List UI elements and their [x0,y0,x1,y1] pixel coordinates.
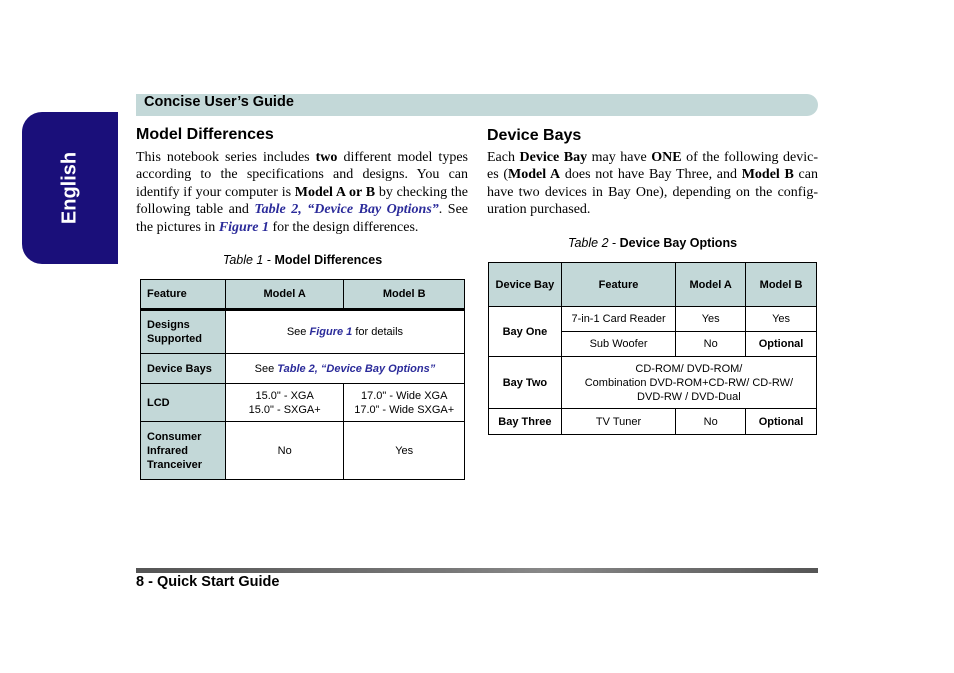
table1-header-model-b: Model B [344,280,465,310]
table2-link[interactable]: Table 2, “Device Bay Options” [254,202,439,218]
table2-header-model-a: Model A [676,263,746,307]
table1-caption: Table 1 - Model Differences [222,253,383,267]
device-bays-paragraph: Each Device Bay may have ONE of the following devic-es (Model A does not have Bay Three, and Model B can have two devices in Bay One), depending on the config-uration purchased. [487,150,819,218]
table2-header-model-b: Model B [746,263,817,307]
table2-tv-tuner-model-b: Optional [746,409,817,435]
table2-sub-woofer: Sub Woofer [561,332,676,357]
language-label: English [58,151,81,225]
figure1-table-link[interactable]: Figure 1 [309,326,353,338]
table1-lcd-model-b: 17.0" - Wide XGA 17.0” - Wide SXGA+ [344,384,465,422]
table1-header-feature: Feature [141,280,226,310]
model-differences-heading: Model Differences [136,126,274,143]
table-row [489,307,817,332]
table2-tv-tuner-model-a: No [676,409,746,435]
table-row [489,409,817,435]
table1-designs-value: See Figure 1 for details [225,310,464,354]
table2-card-reader-model-b: Yes [746,307,817,332]
table1-feature-lcd: LCD [141,384,226,422]
table1-lcd-model-a: 15.0" - XGA 15.0" - SXGA+ [225,384,344,422]
table2-bay-two-options: CD-ROM/ DVD-ROM/ Combination DVD-ROM+CD-RW/ CD-RW/ DVD-RW / DVD-Dual [561,357,816,409]
table1-infrared-model-b: Yes [344,422,465,480]
table1-header-model-a: Model A [225,280,344,310]
model-differences-paragraph: This notebook series includes two different model types according to the specifications and designs. You can identify if your computer is Model A or B by checking the following table and Table 2, “Device Bay Options”. See the pictures in Figure 1 for the design differences. [136,150,468,235]
table2-card-reader-model-a: Yes [676,307,746,332]
footer-page-label: 8 - Quick Start Guide [136,574,280,590]
language-tab [22,112,118,264]
device-bay-options-table [488,262,817,435]
table2-header-device-bay: Device Bay [489,263,562,307]
table-row [489,357,817,409]
table2-bay-one: Bay One [489,307,562,357]
table1-feature-designs: Designs Supported [141,310,226,354]
table1-feature-infrared: Consumer Infrared Tranceiver [141,422,226,480]
table2-sub-woofer-model-a: No [676,332,746,357]
header-title: Concise User’s Guide [144,94,294,110]
table-row [141,384,465,422]
table-row [141,422,465,480]
table2-card-reader: 7-in-1 Card Reader [561,307,676,332]
model-differences-table [140,279,465,480]
table2-table-link[interactable]: Table 2, “Device Bay Options” [277,362,436,375]
header-bar [136,94,818,116]
table2-caption: Table 2 - Device Bay Options [567,236,738,250]
table2-sub-woofer-model-b: Optional [746,332,817,357]
table-row [141,354,465,384]
table1-device-bays-value: See Table 2, “Device Bay Options” [225,354,464,384]
table2-bay-two: Bay Two [489,357,562,409]
device-bays-heading: Device Bays [487,127,582,144]
table2-tv-tuner: TV Tuner [561,409,676,435]
figure1-link[interactable]: Figure 1 [218,219,269,235]
table2-bay-three: Bay Three [489,409,562,435]
table1-infrared-model-a: No [225,422,344,480]
table1-feature-device-bays: Device Bays [141,354,226,384]
table2-header-feature: Feature [561,263,676,307]
footer-divider [136,568,818,573]
table-row [141,310,465,354]
